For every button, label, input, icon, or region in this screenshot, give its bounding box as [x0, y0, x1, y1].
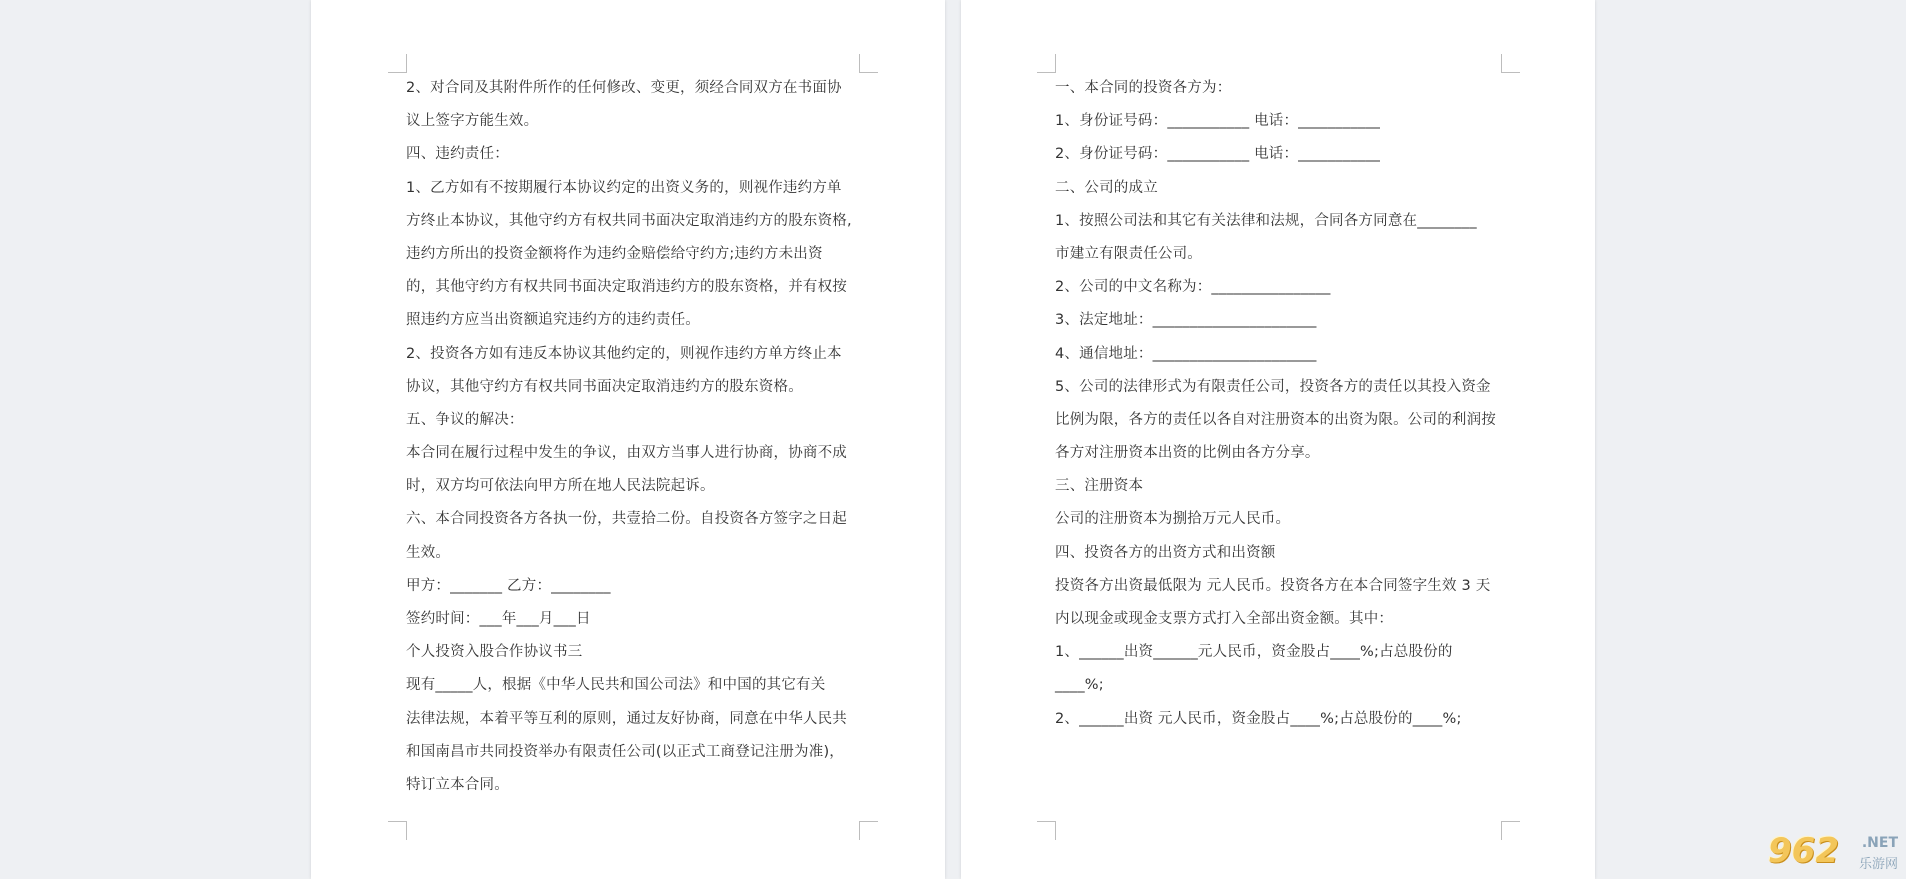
text-line: 市建立有限责任公司。	[1055, 245, 1202, 262]
margin-corner-bottom-left	[1037, 821, 1056, 840]
signing-date-line: 签约时间：___年___月___日	[406, 611, 591, 627]
document-page-right	[961, 0, 1595, 879]
text-line: 2、公司的中文名称为：________________	[1055, 279, 1331, 296]
text-line: 3、法定地址：______________________	[1055, 312, 1317, 329]
text-line: 4、通信地址：______________________	[1055, 345, 1317, 362]
text-line: 2、______出资 元人民币，资金股占____%;占总股份的____%;	[1055, 710, 1462, 727]
text-line: 方终止本协议，其他守约方有权共同书面决定取消违约方的股东资格,	[406, 212, 852, 229]
text-line: 六、本合同投资各方各执一份，共壹拾二份。自投资各方签字之日起	[406, 511, 847, 528]
text-line: 本合同在履行过程中发生的争议，由双方当事人进行协商，协商不成	[406, 445, 847, 462]
text-line: 内以现金或现金支票方式打入全部出资金额。其中：	[1055, 611, 1394, 627]
text-line: 和国南昌市共同投资举办有限责任公司(以正式工商登记注册为准)，	[406, 743, 845, 760]
text-line: 协议，其他守约方有权共同书面决定取消违约方的股东资格。	[406, 378, 803, 395]
document-title: 个人投资入股合作协议书三	[406, 644, 583, 661]
text-line: 法律法规，本着平等互利的原则，通过友好协商，同意在中华人民共	[406, 710, 847, 727]
text-line: 特订立本合同。	[406, 776, 509, 793]
text-line: 5、公司的法律形式为有限责任公司，投资各方的责任以其投入资金	[1055, 378, 1491, 395]
text-line: 1、身份证号码：___________ 电话：___________	[1055, 113, 1381, 130]
margin-corner-bottom-right	[859, 821, 878, 840]
text-line: 1、______出资______元人民币，资金股占____%;占总股份的	[1055, 644, 1453, 661]
text-line: ____%;	[1055, 677, 1104, 694]
margin-corner-bottom-right	[1501, 821, 1520, 840]
text-line: 议上签字方能生效。	[406, 113, 539, 130]
margin-corner-top-left	[388, 54, 407, 73]
margin-corner-top-left	[1037, 54, 1056, 73]
signature-line: 甲方：_______ 乙方：________	[406, 577, 611, 594]
text-line: 2、身份证号码：___________ 电话：___________	[1055, 146, 1381, 163]
text-line: 2、投资各方如有违反本协议其他约定的，则视作违约方单方终止本	[406, 345, 842, 362]
text-line: 投资各方出资最低限为 元人民币。投资各方在本合同签字生效 3 天	[1055, 577, 1491, 594]
text-line: 生效。	[406, 544, 451, 561]
watermark-suffix: .NET	[1861, 835, 1898, 851]
watermark-subtitle: 乐游网	[1858, 857, 1898, 872]
section-heading: 四、投资各方的出资方式和出资额	[1055, 544, 1276, 561]
text-line: 照违约方应当出资额追究违约方的违约责任。	[406, 312, 700, 329]
text-line: 公司的注册资本为捌拾万元人民币。	[1055, 511, 1291, 528]
section-heading: 二、公司的成立	[1055, 179, 1158, 196]
page-text-body	[406, 72, 866, 802]
margin-corner-top-right	[1501, 54, 1520, 73]
section-heading: 四、违约责任：	[406, 146, 509, 163]
text-line: 违约方所出的投资金额将作为违约金赔偿给守约方;违约方未出资	[406, 245, 823, 262]
text-line: 2、对合同及其附件所作的任何修改、变更，须经合同双方在书面协	[406, 80, 842, 96]
text-line: 各方对注册资本出资的比例由各方分享。	[1055, 445, 1320, 462]
margin-corner-top-right	[859, 54, 878, 73]
text-line: 1、乙方如有不按期履行本协议约定的出资义务的，则视作违约方单	[406, 179, 842, 196]
text-line: 1、按照公司法和其它有关法律和法规，合同各方同意在________	[1055, 212, 1477, 229]
text-line: 的，其他守约方有权共同书面决定取消违约方的股东资格，并有权按	[406, 279, 847, 296]
section-heading: 五、争议的解决：	[406, 411, 524, 428]
section-heading: 一、本合同的投资各方为：	[1055, 80, 1232, 96]
page-text-body	[1055, 72, 1515, 736]
watermark-number: 962	[1768, 831, 1839, 871]
section-heading: 三、注册资本	[1055, 478, 1144, 495]
text-line: 比例为限，各方的责任以各自对注册资本的出资为限。公司的利润按	[1055, 411, 1496, 428]
site-watermark-logo	[1768, 833, 1898, 873]
text-line: 时，双方均可依法向甲方所在地人民法院起诉。	[406, 478, 715, 495]
document-page-left	[311, 0, 945, 879]
text-line: 现有_____人，根据《中华人民共和国公司法》和中国的其它有关	[406, 677, 826, 694]
margin-corner-bottom-left	[388, 821, 407, 840]
